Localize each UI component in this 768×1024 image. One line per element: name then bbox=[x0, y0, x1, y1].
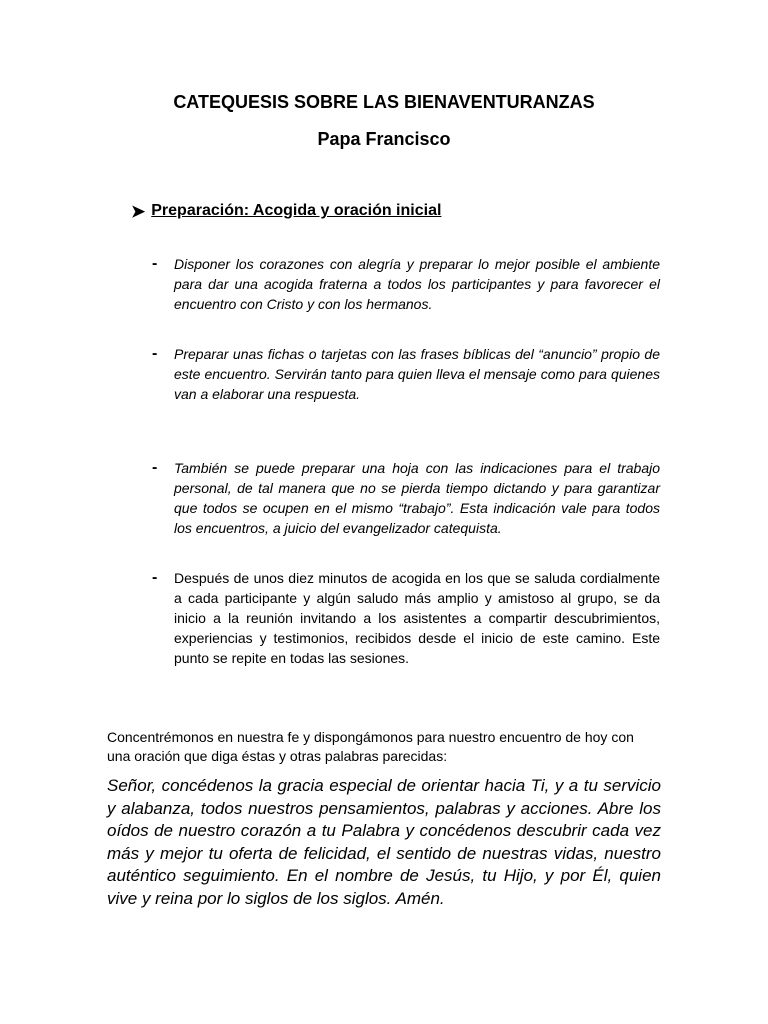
list-item-text: También se puede preparar una hoja con las indicaciones para el trabajo personal, de tal manera que no se pierda tiempo dictando y para garantizar que todos se ocupen en el mismo “trabajo”. Esta indicación vale para todos los encuentros, a juicio del evangelizador catequista. bbox=[174, 460, 660, 536]
dash-bullet-icon: - bbox=[152, 569, 158, 586]
list-item-text: Preparar unas fichas o tarjetas con las frases bíblicas del “anuncio” propio de este encuentro. Servirán tanto para quien lleva el mensaje como para quienes van a elaborar una respuesta. bbox=[174, 346, 660, 402]
list-item-text: Disponer los corazones con alegría y preparar lo mejor posible el ambiente para dar una acogida fraterna a todos los participantes y para favorecer el encuentro con Cristo y con los hermanos. bbox=[174, 256, 660, 312]
list-item bbox=[152, 344, 660, 404]
section-heading bbox=[131, 202, 441, 220]
list-item bbox=[152, 254, 660, 314]
dash-bullet-icon: - bbox=[152, 459, 158, 476]
dash-bullet-icon: - bbox=[152, 345, 158, 362]
list-item bbox=[152, 568, 660, 668]
list-item-text: Después de unos diez minutos de acogida en los que se saluda cordialmente a cada participante y algún saludo más amplio y amistoso al grupo, se da inicio a la reunión invitando a los asistentes a compartir descubrimientos, experiencias y testimonios, recibidos desde el inicio de este camino. Este punto se repite en todas las sesiones. bbox=[174, 570, 660, 666]
intro-paragraph: Concentrémonos en nuestra fe y dispongámonos para nuestro encuentro de hoy con una oración que diga éstas y otras palabras parecidas: bbox=[107, 729, 634, 764]
dash-bullet-icon: - bbox=[152, 255, 158, 272]
section-heading-text: Preparación: Acogida y oración inicial bbox=[151, 202, 442, 219]
document-title: CATEQUESIS SOBRE LAS BIENAVENTURANZAS bbox=[173, 92, 595, 112]
list-item bbox=[152, 458, 660, 538]
prayer-paragraph: Señor, concédenos la gracia especial de orientar hacia Ti, y a tu servicio y alabanza, todos nuestros pensamientos, palabras y acciones. Abre los oídos de nuestro corazón a tu Palabra y concédenos descubrir cada vez más y mejor tu oferta de felicidad, el sentido de nuestras vidas, nuestro auténtico seguimiento. En el nombre de Jesús, tu Hijo, y por Él, quien vive y reina por lo siglos de los siglos. Amén. bbox=[107, 776, 661, 908]
arrow-right-icon: ➤ bbox=[131, 201, 146, 221]
document-subtitle: Papa Francisco bbox=[317, 129, 451, 149]
